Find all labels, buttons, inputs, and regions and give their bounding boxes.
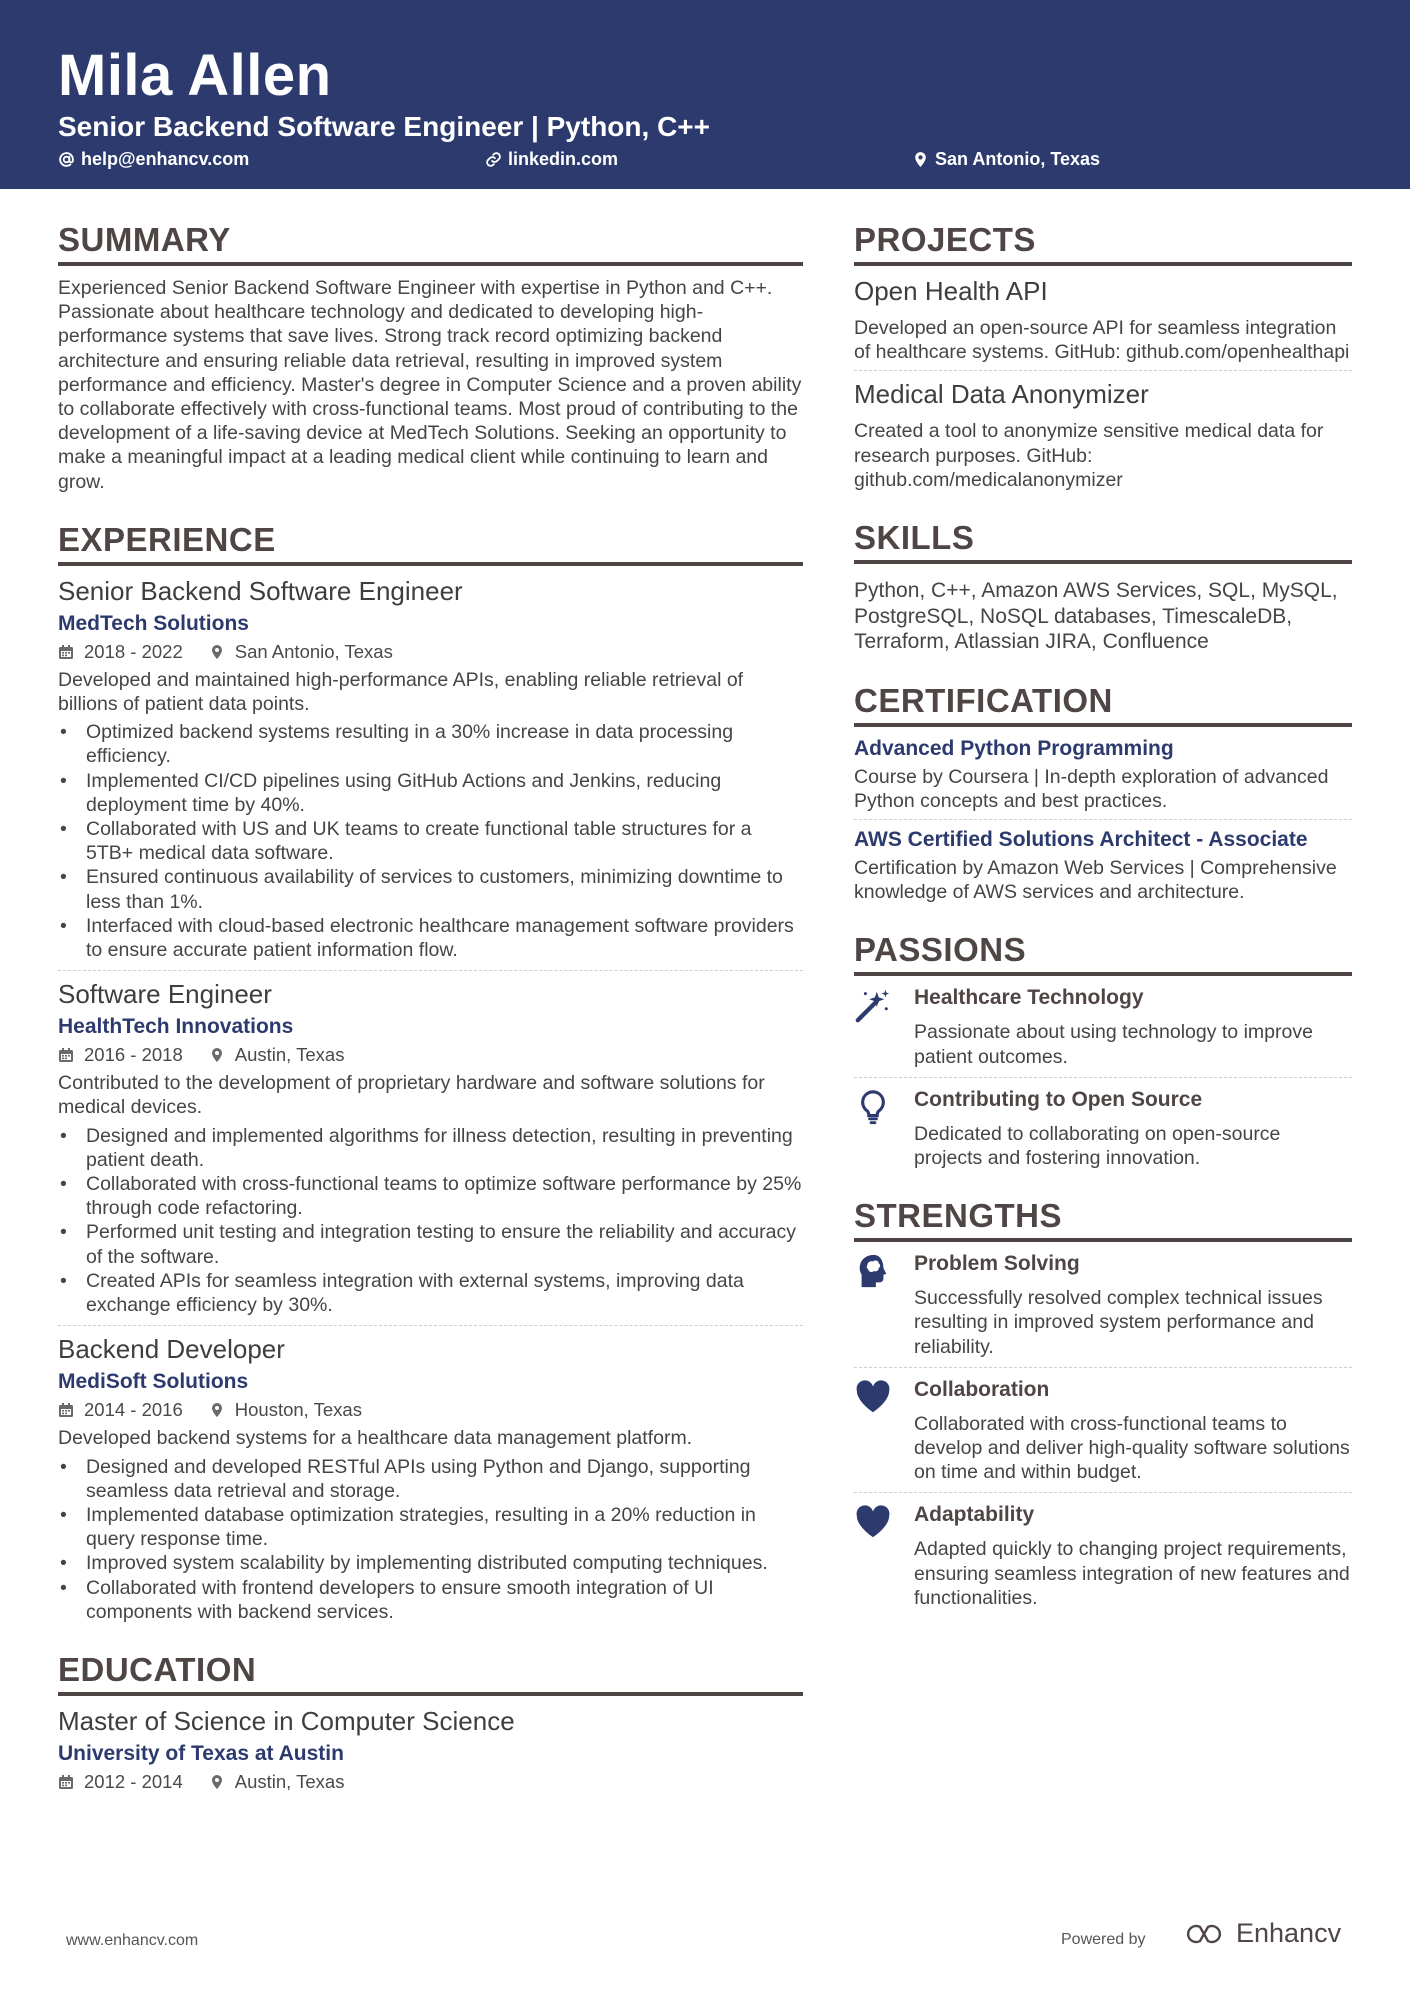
- experience-entry: [58, 977, 803, 1326]
- certification-entry: [854, 826, 1352, 904]
- summary-text: Experienced Senior Backend Software Engineer with expertise in Python and C++. Passionate about healthcare technology and dedicated to developing high-performance systems that save lives. Strong track record optimizing backend architecture and ensuring reliable data retrieval, resulting in improved system performance and efficiency. Master's degree in Computer Science and a proven ability to collaborate effectively with cross-functional teams. Most proud of contributing to the development of a life-saving device at MedTech Solutions. Seeking an opportunity to make a meaningful impact at a leading medical client while continuing to learn and grow.: [58, 277, 802, 493]
- job-dates: 2014 - 2016: [84, 1399, 183, 1421]
- job-location-text: Houston, Texas: [234, 1399, 362, 1421]
- summary-section: [58, 220, 803, 494]
- job-role: Backend Developer: [58, 1334, 285, 1365]
- job-company: MediSoft Solutions: [58, 1370, 249, 1394]
- job-role: Software Engineer: [58, 979, 272, 1010]
- job-meta: [58, 1398, 803, 1422]
- certification-heading: CERTIFICATION: [854, 681, 1352, 727]
- strength-title: Problem Solving: [914, 1252, 1080, 1276]
- contact-location-text: San Antonio, Texas: [935, 149, 1101, 169]
- passion-item: [854, 1086, 1352, 1170]
- certification-name: AWS Certified Solutions Architect - Associate: [854, 827, 1308, 851]
- map-pin-icon: [209, 644, 225, 660]
- skills-section: [854, 518, 1352, 655]
- passion-item: [854, 984, 1352, 1077]
- powered-by-label: Powered by: [1061, 1931, 1146, 1948]
- passion-title: Contributing to Open Source: [914, 1087, 1203, 1111]
- certification-name: Advanced Python Programming: [854, 736, 1174, 760]
- calendar-icon: [58, 644, 74, 660]
- experience-entry: [58, 574, 803, 971]
- education-section: [58, 1650, 803, 1794]
- strength-description: Collaborated with cross-functional teams to develop and deliver high-quality software solutions on time and within budget.: [914, 1412, 1350, 1484]
- left-column: [58, 220, 803, 1794]
- job-bullet: • Designed and implemented algorithms for illness detection, resulting in preventing patient death.: [58, 1124, 803, 1172]
- lightbulb-icon: [854, 1088, 892, 1126]
- calendar-icon: [58, 1774, 74, 1790]
- strengths-section: [854, 1196, 1352, 1610]
- strength-item: [854, 1250, 1352, 1368]
- passions-heading: PASSIONS: [854, 930, 1352, 976]
- enhancv-logo-text: Enhancv: [1236, 1918, 1342, 1948]
- map-pin-icon: [912, 151, 929, 168]
- job-bullet: • Collaborated with US and UK teams to create functional table structures for a 5TB+ medical data software.: [58, 817, 803, 865]
- job-location: [209, 640, 393, 664]
- job-bullet: • Created APIs for seamless integration with external systems, improving data exchange efficiency by 30%.: [58, 1269, 803, 1317]
- job-location: [209, 1043, 345, 1067]
- education-location: [209, 1770, 345, 1794]
- resume-header: [0, 0, 1410, 189]
- passion-description: Passionate about using technology to improve patient outcomes.: [914, 1021, 1313, 1068]
- job-bullet: • Implemented CI/CD pipelines using GitHub Actions and Jenkins, reducing deployment time by 40%.: [58, 769, 803, 817]
- job-company: MedTech Solutions: [58, 611, 249, 635]
- job-bullet: • Ensured continuous availability of services to customers, minimizing downtime to less than 1%.: [58, 865, 803, 913]
- strength-description: Successfully resolved complex technical issues resulting in improved system performance and reliability.: [914, 1287, 1323, 1358]
- project-description: Developed an open-source API for seamless integration of healthcare systems. GitHub: github.com/openhealthapi: [854, 317, 1350, 364]
- contact-location: [912, 147, 1100, 171]
- strength-item: [854, 1501, 1352, 1610]
- job-bullet: • Designed and developed RESTful APIs using Python and Django, supporting seamless data retrieval and storage.: [58, 1455, 803, 1503]
- job-location-text: Austin, Texas: [234, 1044, 345, 1066]
- map-pin-icon: [209, 1402, 225, 1418]
- candidate-title: Senior Backend Software Engineer | Python, C++: [58, 111, 710, 142]
- strength-title: Collaboration: [914, 1377, 1050, 1401]
- head-brain-icon: [854, 1252, 892, 1290]
- job-bullet: • Performed unit testing and integration testing to ensure the reliability and accuracy of the software.: [58, 1220, 803, 1268]
- project-description: Created a tool to anonymize sensitive medical data for research purposes. GitHub: github.com/medicalanonymizer: [854, 420, 1324, 491]
- contact-linkedin-text: linkedin.com: [508, 149, 619, 169]
- enhancv-logo[interactable]: [1180, 1918, 1341, 1949]
- strength-description: Adapted quickly to changing project requirements, ensuring seamless integration of new features and functionalities.: [914, 1538, 1350, 1609]
- job-description: Contributed to the development of proprietary hardware and software solutions for medical devices.: [58, 1072, 765, 1119]
- certification-description: Certification by Amazon Web Services | Comprehensive knowledge of AWS services and architecture.: [854, 856, 1337, 904]
- job-meta: [58, 640, 803, 664]
- job-company: HealthTech Innovations: [58, 1015, 294, 1039]
- heart-icon: [854, 1503, 892, 1541]
- job-bullet: • Improved system scalability by implementing distributed computing techniques.: [58, 1551, 803, 1575]
- experience-heading: EXPERIENCE: [58, 520, 803, 566]
- job-meta: [58, 1043, 803, 1067]
- education-meta: [58, 1770, 803, 1794]
- job-dates: 2016 - 2018: [84, 1044, 183, 1066]
- footer-url[interactable]: www.enhancv.com: [66, 1932, 199, 1949]
- job-location: [209, 1398, 362, 1422]
- strengths-heading: STRENGTHS: [854, 1196, 1352, 1242]
- project-entry: [854, 274, 1352, 371]
- experience-section: [58, 520, 803, 1624]
- job-bullet: • Collaborated with cross-functional teams to optimize software performance by 25% through code refactoring.: [58, 1172, 803, 1220]
- strength-item: [854, 1376, 1352, 1494]
- map-pin-icon: [209, 1774, 225, 1790]
- enhancv-logo-icon: [1180, 1921, 1228, 1947]
- passion-description: Dedicated to collaborating on open-source projects and fostering innovation.: [914, 1122, 1281, 1169]
- contact-linkedin[interactable]: [485, 147, 618, 171]
- project-name: Open Health API: [854, 276, 1048, 306]
- job-bullet: • Interfaced with cloud-based electronic healthcare management software providers to ensure accurate patient information flow.: [58, 914, 803, 962]
- heart-icon: [854, 1378, 892, 1416]
- at-icon: [58, 151, 75, 168]
- certification-description: Course by Coursera | In-depth exploration of advanced Python concepts and best practices.: [854, 765, 1329, 812]
- projects-heading: PROJECTS: [854, 220, 1352, 266]
- right-column: [854, 220, 1352, 1610]
- contact-email-text: help@enhancv.com: [81, 149, 250, 169]
- job-description: Developed backend systems for a healthcare data management platform.: [58, 1427, 693, 1450]
- contact-email[interactable]: [58, 147, 249, 171]
- job-bullets: [58, 720, 803, 962]
- certification-section: [854, 681, 1352, 905]
- magic-wand-icon: [854, 986, 892, 1024]
- calendar-icon: [58, 1402, 74, 1418]
- skills-heading: SKILLS: [854, 518, 1352, 564]
- link-icon: [485, 151, 502, 168]
- job-bullet: • Implemented database optimization strategies, resulting in a 20% reduction in query response time.: [58, 1503, 803, 1551]
- education-dates: 2012 - 2014: [84, 1770, 183, 1792]
- job-bullets: [58, 1124, 803, 1318]
- strength-title: Adaptability: [914, 1503, 1035, 1527]
- education-degree: Master of Science in Computer Science: [58, 1705, 515, 1736]
- passions-section: [854, 930, 1352, 1170]
- job-dates: 2018 - 2022: [84, 640, 183, 662]
- candidate-name: Mila Allen: [58, 43, 332, 108]
- job-bullet: • Optimized backend systems resulting in a 30% increase in data processing efficiency.: [58, 720, 803, 768]
- job-bullet: • Collaborated with frontend developers to ensure smooth integration of UI components with backend services.: [58, 1576, 803, 1624]
- summary-heading: SUMMARY: [58, 220, 803, 266]
- skills-text: Python, C++, Amazon AWS Services, SQL, MySQL, PostgreSQL, NoSQL databases, TimescaleDB, Terraform, Atlassian JIRA, Confluence: [854, 579, 1338, 654]
- job-location-text: San Antonio, Texas: [234, 640, 393, 662]
- job-description: Developed and maintained high-performance APIs, enabling reliable retrieval of billions of patient data points.: [58, 668, 744, 716]
- passion-title: Healthcare Technology: [914, 986, 1144, 1010]
- education-location-text: Austin, Texas: [234, 1770, 345, 1792]
- job-bullets: [58, 1455, 803, 1624]
- project-entry: [854, 377, 1352, 492]
- education-heading: EDUCATION: [58, 1650, 803, 1696]
- experience-entry: [58, 1332, 803, 1624]
- project-name: Medical Data Anonymizer: [854, 379, 1149, 410]
- certification-entry: [854, 735, 1352, 820]
- education-school: University of Texas at Austin: [58, 1741, 344, 1765]
- job-role: Senior Backend Software Engineer: [58, 575, 463, 606]
- projects-section: [854, 220, 1352, 492]
- map-pin-icon: [209, 1047, 225, 1063]
- calendar-icon: [58, 1047, 74, 1063]
